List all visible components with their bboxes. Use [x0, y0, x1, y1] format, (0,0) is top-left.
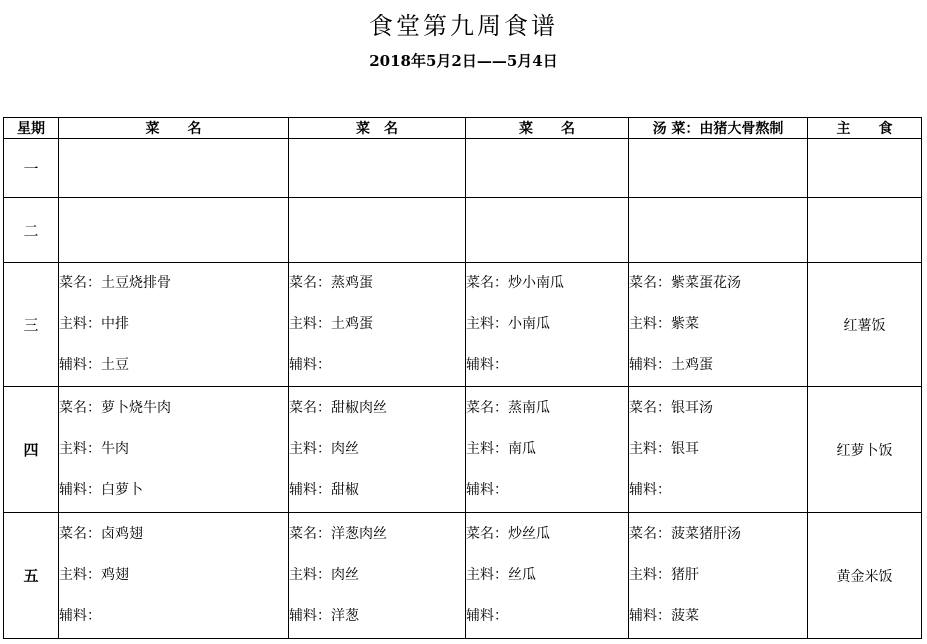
- dish-cell-empty: [466, 198, 629, 263]
- staple-cell: 黄金米饭: [808, 513, 922, 639]
- soup-name: 银耳汤: [671, 400, 713, 416]
- aux-ingredient-line: 辅料：洋葱: [289, 608, 359, 624]
- dish-name: 甜椒肉丝: [331, 400, 387, 416]
- date-range: 2018年5月2日——5月4日: [369, 52, 558, 70]
- table-row: [4, 387, 922, 513]
- main-ingredient: 中排: [101, 316, 129, 332]
- dish-cell: [289, 387, 466, 513]
- main-ingredient: 土鸡蛋: [331, 316, 373, 332]
- dish-name: 卤鸡翅: [101, 526, 143, 542]
- dish-cell-empty: [289, 198, 466, 263]
- soup-cell-empty: [629, 198, 808, 263]
- dish-name: 蒸南瓜: [508, 400, 550, 416]
- dish-name-line: 菜名：土豆烧排骨: [59, 275, 171, 291]
- main-ingredient: 肉丝: [331, 567, 359, 583]
- dish-name: 炒丝瓜: [508, 526, 550, 542]
- aux-ingredient: 土鸡蛋: [671, 357, 713, 373]
- main-ingredient: 牛肉: [101, 441, 129, 457]
- main-ingredient-line: 主料：牛肉: [59, 441, 129, 457]
- dish-name-line: 菜名：萝卜烧牛肉: [59, 400, 171, 416]
- dish-name-line: 菜名：蒸南瓜: [466, 400, 550, 416]
- header-dish-3: 菜 名: [466, 118, 629, 139]
- dish-cell-empty: [289, 139, 466, 198]
- dish-name-line: 菜名：炒丝瓜: [466, 526, 550, 542]
- dish-name: 土豆烧排骨: [101, 275, 171, 291]
- aux-ingredient-line: 辅料：: [289, 357, 331, 373]
- main-ingredient: 南瓜: [508, 441, 536, 457]
- dish-name-line: 菜名：洋葱肉丝: [289, 526, 387, 542]
- aux-ingredient: 洋葱: [331, 608, 359, 624]
- dish-name-line: 菜名：蒸鸡蛋: [289, 275, 373, 291]
- dish-name-line: 菜名：紫菜蛋花汤: [629, 275, 741, 291]
- soup-cell: [629, 263, 808, 387]
- header-dish-1: 菜 名: [59, 118, 289, 139]
- main-ingredient-line: 主料：丝瓜: [466, 567, 536, 583]
- dish-name: 炒小南瓜: [508, 275, 564, 291]
- soup-name: 菠菜猪肝汤: [671, 526, 741, 542]
- dish-name-line: 菜名：甜椒肉丝: [289, 400, 387, 416]
- main-ingredient: 小南瓜: [508, 316, 550, 332]
- aux-ingredient-line: 辅料：甜椒: [289, 482, 359, 498]
- header-weekday: 星期: [4, 118, 59, 139]
- aux-ingredient: 甜椒: [331, 482, 359, 498]
- main-ingredient: 紫菜: [671, 316, 699, 332]
- day-cell: 三: [4, 263, 59, 387]
- dish-cell: [466, 513, 629, 639]
- aux-ingredient: 白萝卜: [101, 482, 143, 498]
- header-dish-2: 菜 名: [289, 118, 466, 139]
- day-cell: 五: [4, 513, 59, 639]
- dish-cell: [59, 513, 289, 639]
- dish-cell-empty: [466, 139, 629, 198]
- soup-cell-empty: [629, 139, 808, 198]
- main-ingredient: 猪肝: [671, 567, 699, 583]
- main-ingredient-line: 主料：猪肝: [629, 567, 699, 583]
- aux-ingredient-line: 辅料：: [466, 482, 508, 498]
- table-row: [4, 139, 922, 198]
- dish-cell-empty: [59, 139, 289, 198]
- table-row: [4, 263, 922, 387]
- dish-cell: [289, 513, 466, 639]
- dish-name: 蒸鸡蛋: [331, 275, 373, 291]
- header-soup: 汤 菜：由猪大骨熬制: [629, 118, 808, 139]
- table-row: [4, 198, 922, 263]
- day-cell: 四: [4, 387, 59, 513]
- dish-cell: [466, 387, 629, 513]
- dish-name-line: 菜名：炒小南瓜: [466, 275, 564, 291]
- staple-cell-empty: [808, 198, 922, 263]
- aux-ingredient-line: 辅料：: [466, 357, 508, 373]
- soup-name: 紫菜蛋花汤: [671, 275, 741, 291]
- dish-name: 萝卜烧牛肉: [101, 400, 171, 416]
- staple-cell-empty: [808, 139, 922, 198]
- aux-ingredient-line: 辅料：菠菜: [629, 608, 699, 624]
- dish-cell: [466, 263, 629, 387]
- main-ingredient-line: 主料：土鸡蛋: [289, 316, 373, 332]
- header-row: [4, 118, 922, 139]
- soup-cell: [629, 513, 808, 639]
- aux-ingredient-line: 辅料：: [466, 608, 508, 624]
- day-cell: 一: [4, 139, 59, 198]
- aux-ingredient-line: 辅料：白萝卜: [59, 482, 143, 498]
- main-ingredient: 银耳: [671, 441, 699, 457]
- aux-ingredient-line: 辅料：: [629, 482, 671, 498]
- aux-ingredient: 土豆: [101, 357, 129, 373]
- soup-cell: [629, 387, 808, 513]
- dish-cell: [289, 263, 466, 387]
- dish-cell: [59, 263, 289, 387]
- menu-table: [3, 117, 922, 639]
- staple-cell: 红薯饭: [808, 263, 922, 387]
- main-ingredient-line: 主料：中排: [59, 316, 129, 332]
- main-ingredient-line: 主料：小南瓜: [466, 316, 550, 332]
- dish-name-line: 菜名：菠菜猪肝汤: [629, 526, 741, 542]
- page-title: 食堂第九周食谱: [369, 12, 558, 40]
- dish-name-line: 菜名：银耳汤: [629, 400, 713, 416]
- main-ingredient-line: 主料：银耳: [629, 441, 699, 457]
- main-ingredient-line: 主料：南瓜: [466, 441, 536, 457]
- dish-cell: [59, 387, 289, 513]
- main-ingredient: 鸡翅: [101, 567, 129, 583]
- main-ingredient: 肉丝: [331, 441, 359, 457]
- dish-name-line: 菜名：卤鸡翅: [59, 526, 143, 542]
- staple-cell: 红萝卜饭: [808, 387, 922, 513]
- aux-ingredient-line: 辅料：: [59, 608, 101, 624]
- main-ingredient-line: 主料：鸡翅: [59, 567, 129, 583]
- aux-ingredient: 菠菜: [671, 608, 699, 624]
- aux-ingredient-line: 辅料：土豆: [59, 357, 129, 373]
- main-ingredient-line: 主料：肉丝: [289, 441, 359, 457]
- aux-ingredient-line: 辅料：土鸡蛋: [629, 357, 713, 373]
- dish-name: 洋葱肉丝: [331, 526, 387, 542]
- main-ingredient: 丝瓜: [508, 567, 536, 583]
- dish-cell-empty: [59, 198, 289, 263]
- header-staple: 主 食: [808, 118, 922, 139]
- table-row: [4, 513, 922, 639]
- main-ingredient-line: 主料：肉丝: [289, 567, 359, 583]
- main-ingredient-line: 主料：紫菜: [629, 316, 699, 332]
- day-cell: 二: [4, 198, 59, 263]
